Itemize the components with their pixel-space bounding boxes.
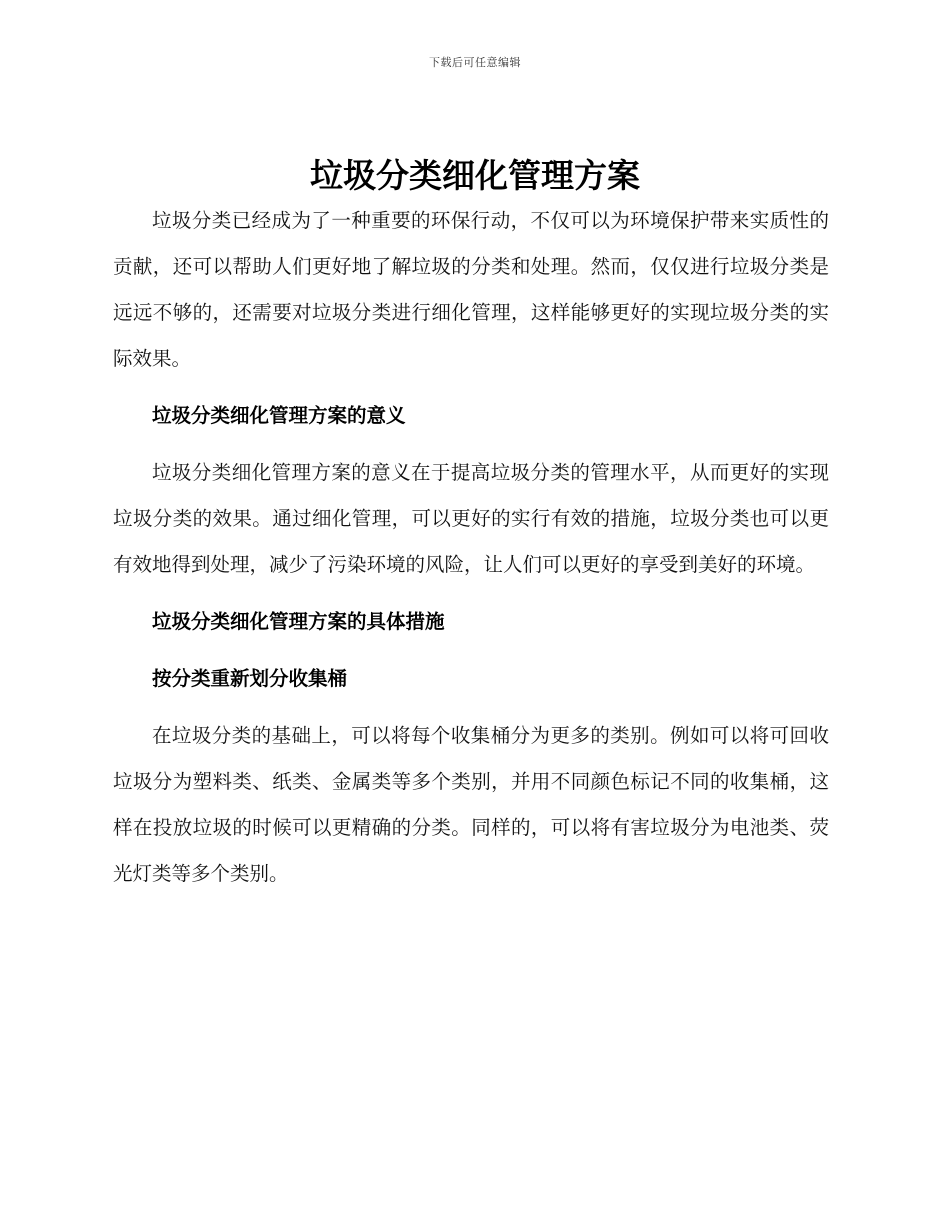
document-body [113,198,829,897]
section-heading-significance: 垃圾分类细化管理方案的意义 [152,404,406,427]
document-title: 垃圾分类细化管理方案 [310,156,640,195]
bins-paragraph: 在垃圾分类的基础上，可以将每个收集桶分为更多的类别。例如可以将可回收垃圾分为塑料类、纸类、金属类等多个类别，并用不同颜色标记不同的收集桶，这样在投放垃圾的时候可以更精确的分类。同样的，可以将有害垃圾分为电池类、荧光灯类等多个类别。 [113,724,829,885]
page-header-note: 下载后可任意编辑 [429,56,521,69]
subsection-heading-bins: 按分类重新划分收集桶 [152,667,348,690]
section-heading-measures: 垃圾分类细化管理方案的具体措施 [152,610,445,633]
significance-paragraph: 垃圾分类细化管理方案的意义在于提高垃圾分类的管理水平，从而更好的实现垃圾分类的效果。通过细化管理，可以更好的实行有效的措施，垃圾分类也可以更有效地得到处理，减少了污染环境的风险，让人们可以更好的享受到美好的环境。 [113,461,829,576]
intro-paragraph: 垃圾分类已经成为了一种重要的环保行动，不仅可以为环境保护带来实质性的贡献，还可以帮助人们更好地了解垃圾的分类和处理。然而，仅仅进行垃圾分类是远远不够的，还需要对垃圾分类进行细化管理，这样能够更好的实现垃圾分类的实际效果。 [113,209,829,370]
